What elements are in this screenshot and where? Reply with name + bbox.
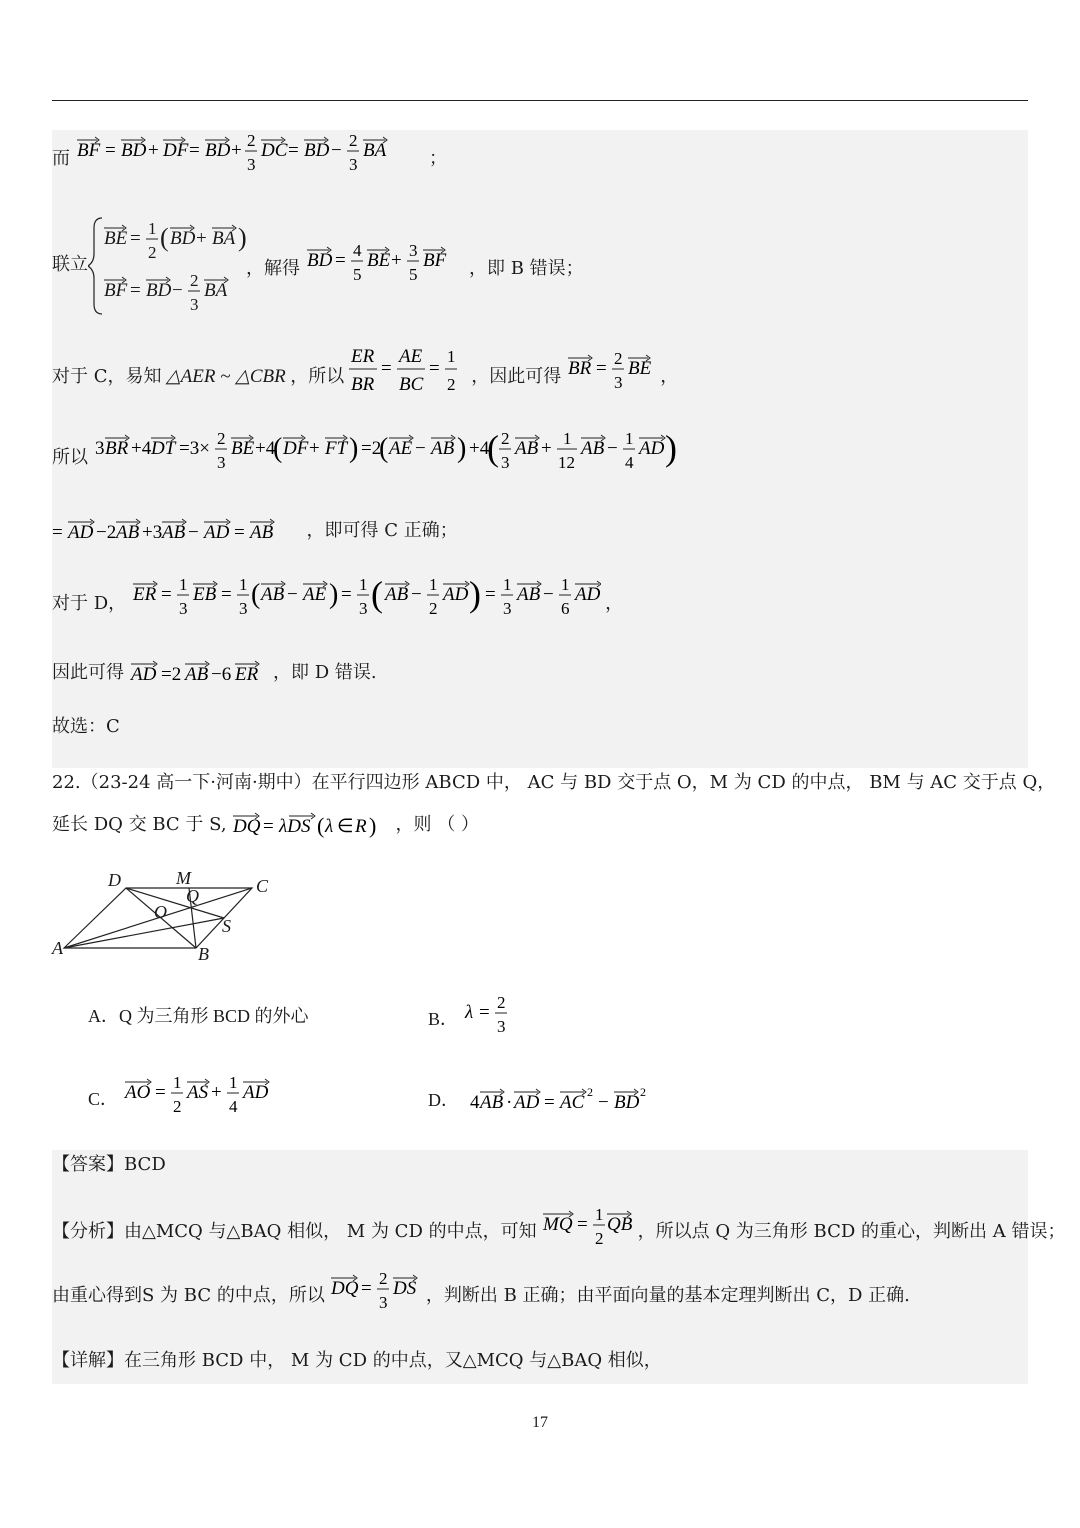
svg-text:BD: BD (613, 1092, 639, 1113)
formula-system (88, 214, 268, 318)
svg-text:−: − (414, 438, 426, 459)
svg-text:MQ: MQ (543, 1214, 573, 1235)
svg-text:BR: BR (104, 438, 128, 459)
solution-line-4: 所以 3 BR +4 DT =3× 2 3 BE +4 ( DF + FT ) =2 ( AE − AB ) +4 ( 2 3 AB + 1 12 AB − 1 4 AD ) (52, 440, 713, 478)
svg-text:AB: AB (430, 438, 454, 459)
svg-text:1: 1 (560, 575, 570, 594)
svg-text:=: = (188, 140, 200, 161)
svg-text:BD: BD (204, 140, 230, 161)
svg-text:DQ: DQ (331, 1278, 359, 1299)
svg-text:−2: −2 (96, 522, 117, 543)
diagram-label-q: Q (186, 886, 199, 906)
svg-text:=: = (484, 584, 496, 605)
formula-ao (123, 1072, 283, 1118)
svg-text:DQ: DQ (233, 816, 261, 837)
svg-text:1: 1 (178, 575, 188, 594)
diagram-label-s: S (222, 916, 231, 936)
svg-text:+: + (196, 228, 207, 249)
svg-text:1: 1 (358, 575, 368, 594)
svg-text:AO: AO (124, 1082, 150, 1103)
svg-text:2: 2 (613, 352, 623, 368)
parallelogram-diagram (50, 866, 290, 966)
svg-text:·: · (505, 1092, 512, 1113)
svg-text:BE: BE (627, 358, 651, 379)
svg-text:=: = (595, 358, 607, 379)
svg-text:−: − (330, 140, 342, 161)
svg-text:AB: AB (514, 438, 538, 459)
svg-text:λDS: λDS (279, 816, 311, 837)
svg-text:ER: ER (234, 664, 258, 685)
svg-text:+4: +4 (254, 438, 275, 459)
svg-text:1: 1 (148, 219, 157, 238)
svg-text:DF: DF (282, 438, 308, 459)
svg-text:AB: AB (479, 1092, 503, 1113)
svg-text:−: − (410, 584, 422, 605)
svg-text:+: + (147, 140, 159, 161)
svg-text:=: = (104, 140, 116, 161)
diagram-label-c: C (256, 876, 269, 896)
solution-line-7: 因此可得 AD =2 AB −6 ER ，即 D 错误. (52, 658, 377, 690)
svg-text:AE: AE (302, 584, 326, 605)
svg-text:ER: ER (132, 584, 156, 605)
svg-text:=: = (543, 1092, 555, 1113)
formula-ad-2ab (129, 658, 269, 690)
svg-text:3: 3 (94, 438, 104, 459)
svg-text:BF: BF (76, 140, 100, 161)
svg-text:=2: =2 (160, 664, 181, 685)
svg-text:AB: AB (116, 522, 140, 543)
svg-text:−: − (286, 584, 298, 605)
svg-text:BA: BA (362, 140, 386, 161)
svg-text:QB: QB (607, 1214, 633, 1235)
svg-text:3: 3 (496, 1017, 506, 1036)
page-number: 17 (532, 1414, 548, 1431)
svg-text:=: = (220, 584, 232, 605)
diagram-label-d: D (108, 870, 121, 890)
svg-text:=2: =2 (360, 438, 381, 459)
svg-text:BA: BA (204, 280, 228, 301)
svg-text:=: = (130, 280, 141, 301)
svg-text:+: + (308, 438, 320, 459)
svg-text:3: 3 (379, 1293, 388, 1312)
svg-text:EB: EB (192, 584, 216, 605)
svg-text:+4: +4 (130, 438, 151, 459)
svg-text:AD: AD (242, 1082, 268, 1103)
svg-text:2: 2 (190, 271, 199, 290)
formula-3br (93, 428, 713, 478)
svg-text:∈: ∈ (337, 816, 354, 837)
svg-text:+4: +4 (468, 438, 489, 459)
svg-text:AD: AD (204, 522, 230, 543)
formula-mq (541, 1204, 633, 1250)
svg-text:(: ( (250, 579, 260, 610)
svg-text:2: 2 (172, 1097, 182, 1116)
svg-text:BF: BF (422, 250, 446, 271)
svg-text:4: 4 (624, 453, 633, 472)
svg-text:=: = (361, 1278, 373, 1299)
formula-ratio (349, 346, 467, 396)
analysis-line-1: 【分析】由△MCQ 与△BAQ 相似， M 为 CD 的中点，可知 MQ = 1 2 QB ，所以点 Q 为三角形 BCD 的重心，判断出 A 错误； (52, 1205, 1066, 1248)
svg-text:): ) (328, 579, 338, 610)
svg-text:BF: BF (104, 280, 128, 301)
svg-text:−: − (597, 1092, 609, 1113)
svg-text:=: = (160, 584, 172, 605)
svg-text:−6: −6 (210, 664, 231, 685)
solution-line-8: 故选：C (52, 716, 120, 737)
svg-text:BD: BD (120, 140, 146, 161)
svg-text:AD: AD (574, 584, 600, 605)
svg-text:1: 1 (595, 1205, 604, 1224)
svg-text:5: 5 (408, 265, 417, 284)
formula-ad (52, 516, 302, 548)
svg-text:2: 2 (496, 993, 506, 1012)
svg-text:AD: AD (130, 664, 156, 685)
svg-text:): ) (369, 813, 377, 838)
svg-text:): ) (348, 433, 358, 464)
option-b[interactable]: B． λ = 2 3 (428, 1004, 523, 1038)
formula-lambda (463, 992, 523, 1038)
svg-text:=: = (340, 584, 352, 605)
diagram-label-b: B (198, 944, 209, 964)
svg-text:(: ( (272, 433, 282, 464)
svg-text:2: 2 (500, 429, 509, 448)
svg-text:=: = (154, 1082, 166, 1103)
svg-text:−: − (606, 438, 618, 459)
svg-text:2: 2 (595, 1229, 604, 1248)
svg-text:4: 4 (469, 1092, 479, 1113)
svg-text:1: 1 (228, 1073, 238, 1092)
svg-text:AB: AB (162, 522, 186, 543)
formula-br (566, 352, 656, 396)
diagram-label-m: M (176, 868, 191, 888)
svg-text:=: = (478, 1002, 490, 1023)
solution-line-2-tail: ，解得 BD = 4 5 BE + 3 5 BF ，即 B 错误； (246, 252, 584, 288)
svg-text:): ) (468, 574, 481, 614)
svg-text:=: = (380, 358, 392, 379)
svg-text:DS: DS (393, 1278, 417, 1299)
svg-text:(: ( (378, 433, 388, 464)
svg-text:5: 5 (352, 265, 361, 284)
svg-text:DT: DT (150, 438, 175, 459)
svg-text:AD: AD (68, 522, 94, 543)
svg-text:2: 2 (428, 599, 438, 618)
question-22-line-1: 22.（23-24 高一下·河南·期中）在平行四边形 ABCD 中， AC 与 BD 交于点 O，M 为 CD 的中点， BM 与 AC 交于点 Q， (52, 772, 1056, 793)
svg-text:AB: AB (580, 438, 604, 459)
svg-text:(: ( (370, 574, 383, 614)
svg-text:=: = (334, 250, 346, 271)
svg-text:): ) (238, 223, 247, 252)
svg-text:2: 2 (379, 1269, 388, 1288)
svg-text:6: 6 (560, 599, 570, 618)
svg-text:3: 3 (502, 599, 512, 618)
svg-text:AB: AB (184, 664, 208, 685)
svg-text:AE: AE (398, 346, 422, 367)
svg-text:AD: AD (442, 584, 468, 605)
svg-text:2: 2 (639, 1086, 646, 1099)
svg-text:AE: AE (388, 438, 412, 459)
solution-line-3: 对于 C，易知 △AER ~ △CBR ，所以 ER BR = AE BC = 1 2 ，因此可得 BR = 2 3 BE ， (52, 346, 679, 395)
question-22-line-2: 延长 DQ 交 BC 于 S, DQ = λDS ( λ ∈ R ) ，则 （ ） (52, 810, 479, 842)
svg-text:+3: +3 (142, 522, 163, 543)
svg-text:=: = (577, 1214, 588, 1235)
formula-bd (305, 244, 465, 288)
svg-text:BD: BD (146, 280, 172, 301)
svg-text:2: 2 (348, 134, 357, 150)
svg-text:R: R (355, 816, 367, 837)
svg-text:=: = (263, 816, 274, 837)
svg-text:1: 1 (446, 347, 456, 366)
svg-text:BA: BA (212, 228, 236, 249)
svg-text:3: 3 (408, 244, 417, 260)
svg-text:(: ( (160, 223, 169, 252)
svg-text:AC: AC (559, 1092, 584, 1113)
svg-text:AB: AB (250, 522, 274, 543)
formula-er (131, 574, 601, 624)
svg-text:3: 3 (178, 599, 188, 618)
svg-text:2: 2 (446, 375, 456, 394)
svg-text:AB: AB (384, 584, 408, 605)
svg-text:3: 3 (216, 453, 225, 472)
svg-text:=: = (287, 140, 299, 161)
svg-text:−: − (542, 584, 554, 605)
svg-text:BR: BR (350, 374, 374, 395)
svg-text:3: 3 (358, 599, 368, 618)
svg-text:BR: BR (567, 358, 591, 379)
svg-text:BE: BE (230, 438, 254, 459)
detail-line: 【详解】在三角形 BCD 中， M 为 CD 的中点，又△MCQ 与△BAQ 相似， (52, 1350, 662, 1371)
svg-text:4: 4 (228, 1097, 238, 1116)
option-a[interactable]: A．Q 为三角形 BCD 的外心 (88, 1006, 309, 1026)
svg-text:(: ( (317, 813, 325, 838)
svg-text:BD: BD (170, 228, 196, 249)
formula-dq-lambda (231, 810, 391, 842)
svg-text:DF: DF (162, 140, 188, 161)
svg-text:=: = (234, 522, 245, 543)
svg-text:=: = (130, 228, 141, 249)
solution-line-6: 对于 D， ER = 1 3 EB = 1 3 ( AB − AE ) = 1 3 ( AB − 1 2 AD ) = 1 3 AB − 1 6 AD ， (52, 586, 623, 624)
svg-text:BC: BC (398, 374, 423, 395)
svg-text:+: + (540, 438, 552, 459)
solution-line-1: 而 BF = BD + DF = BD + 2 3 DC = BD − 2 3 BA ； (52, 142, 447, 178)
svg-text:−: − (172, 280, 183, 301)
svg-text:(: ( (486, 428, 499, 468)
svg-text:=: = (52, 522, 63, 543)
svg-text:2: 2 (246, 134, 255, 150)
svg-text:AB: AB (260, 584, 284, 605)
svg-text:+: + (390, 250, 402, 271)
svg-text:3: 3 (190, 295, 199, 314)
svg-text:2: 2 (586, 1086, 593, 1099)
diagram-label-o: O (154, 902, 167, 922)
svg-text:12: 12 (557, 453, 575, 472)
solution-line-2: 联立 (52, 254, 88, 275)
svg-text:λ: λ (325, 816, 334, 837)
svg-text:4: 4 (352, 244, 361, 260)
svg-text:): ) (664, 428, 677, 468)
svg-text:+: + (230, 140, 242, 161)
svg-text:3: 3 (500, 453, 509, 472)
svg-text:BD: BD (303, 140, 329, 161)
svg-text:BD: BD (306, 250, 332, 271)
svg-text:ER: ER (350, 346, 374, 367)
svg-text:3: 3 (238, 599, 248, 618)
svg-text:DC: DC (260, 140, 287, 161)
diagram-label-a: A (52, 938, 63, 958)
svg-text:=: = (428, 358, 440, 379)
svg-text:AD: AD (638, 438, 664, 459)
option-d[interactable]: D． 4 AB · AD = AC 2 − BD 2 (428, 1086, 654, 1118)
svg-text:−: − (188, 522, 199, 543)
svg-text:1: 1 (172, 1073, 182, 1092)
option-c[interactable]: C． AO = 1 2 AS + 1 4 AD (88, 1084, 283, 1118)
formula-dot (464, 1086, 654, 1118)
formula-dq (329, 1268, 421, 1314)
svg-text:3: 3 (348, 155, 357, 174)
svg-text:): ) (456, 433, 466, 464)
svg-text:3: 3 (613, 373, 623, 392)
header-rule (52, 100, 1028, 101)
svg-text:BE: BE (366, 250, 390, 271)
svg-text:FT: FT (324, 438, 347, 459)
formula-bf (75, 134, 425, 178)
svg-text:AB: AB (516, 584, 540, 605)
svg-text:AS: AS (186, 1082, 208, 1103)
svg-text:1: 1 (428, 575, 438, 594)
svg-text:2: 2 (148, 243, 157, 262)
svg-text:2: 2 (216, 429, 225, 448)
solution-line-5: = AD −2 AB +3 AB − AD = AB ，即可得 C 正确； (52, 516, 458, 548)
svg-text:λ: λ (464, 1002, 473, 1023)
svg-text:1: 1 (624, 429, 633, 448)
svg-text:=3×: =3× (178, 438, 210, 459)
svg-text:+: + (210, 1082, 222, 1103)
svg-text:3: 3 (246, 155, 255, 174)
svg-text:BE: BE (104, 228, 128, 249)
svg-text:1: 1 (562, 429, 571, 448)
svg-text:1: 1 (238, 575, 248, 594)
svg-text:AD: AD (513, 1092, 539, 1113)
analysis-line-2: 由重心得到S 为 BC 的中点，所以 DQ = 2 3 DS ，判断出 B 正确；由平面向量的基本定理判断出 C，D 正确. (52, 1269, 910, 1312)
answer-line: 【答案】BCD (52, 1154, 166, 1175)
svg-text:1: 1 (502, 575, 512, 594)
